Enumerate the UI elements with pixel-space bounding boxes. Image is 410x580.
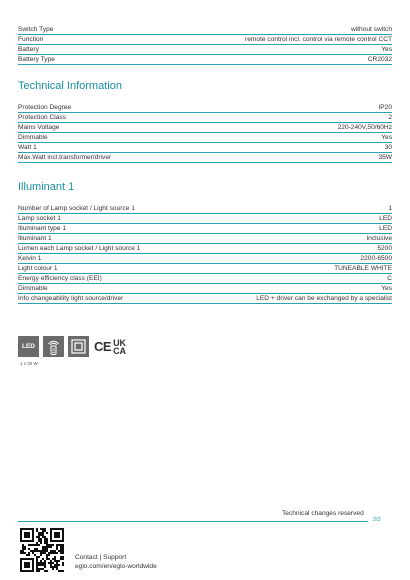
row-value: LED	[379, 214, 392, 222]
table-row	[18, 113, 392, 123]
row-value: 220-240V,50/60Hz	[337, 123, 392, 131]
double-square-glyph	[71, 339, 86, 354]
row-label: Light colour 1	[18, 264, 58, 272]
protection-class-2-icon	[68, 336, 89, 357]
table-row	[18, 123, 392, 133]
ukca-mark-icon	[113, 339, 126, 355]
row-value: Yes	[381, 45, 392, 53]
row-label: Protection Class	[18, 113, 67, 121]
row-value: 2	[388, 113, 392, 121]
row-value: Yes	[381, 133, 392, 141]
row-label: Illuminant 1	[18, 234, 52, 242]
contact-block	[75, 553, 157, 571]
ce-mark-icon: CE	[94, 339, 112, 354]
general-spec-table	[18, 25, 392, 65]
ukca-bottom: CA	[113, 345, 127, 356]
row-value: TUNEABLE WHITE	[334, 264, 392, 272]
row-value: LED + driver can be exchanged by a specialist	[256, 294, 392, 302]
website-link[interactable]: eglo.com/en/eglo-worldwide	[75, 563, 157, 570]
illuminant-heading: Illuminant 1	[18, 181, 75, 193]
row-label: Max.Watt incl.transformer/driver	[18, 153, 112, 161]
row-label: Lamp socket 1	[18, 214, 61, 222]
row-label: Info changeability light source/driver	[18, 294, 124, 302]
table-row	[18, 153, 392, 163]
table-row	[18, 244, 392, 254]
row-value: 1	[388, 204, 392, 212]
row-label: Kelvin 1	[18, 254, 42, 262]
row-label: Watt 1	[18, 143, 37, 151]
row-label: Battery	[18, 45, 39, 53]
row-label: Illuminant type 1	[18, 224, 67, 232]
row-value: 35W	[378, 153, 392, 161]
row-value: 2200-6500	[360, 254, 392, 262]
footer-divider	[18, 521, 368, 522]
row-value: 5200	[377, 244, 392, 252]
table-row	[18, 204, 392, 214]
remote-control-icon	[43, 336, 64, 357]
row-label: Protection Degree	[18, 103, 72, 111]
row-label: Energy efficiency class (EEI)	[18, 274, 102, 282]
ukca-top: UK	[113, 337, 127, 348]
technical-information-table	[18, 103, 392, 163]
row-value: 30	[384, 143, 392, 151]
table-row	[18, 103, 392, 113]
led-icon-label: LED	[22, 343, 35, 350]
row-value: LED	[379, 224, 392, 232]
row-label: Battery Type	[18, 55, 55, 63]
table-row	[18, 224, 392, 234]
row-label: Dimmable	[18, 284, 48, 292]
contact-support-link[interactable]: Contact | Support	[75, 554, 127, 561]
table-row	[18, 25, 392, 35]
page-number: 2/2	[373, 517, 381, 523]
table-row	[18, 45, 392, 55]
table-row	[18, 284, 392, 294]
row-label: Mains Voltage	[18, 123, 60, 131]
table-row	[18, 55, 392, 65]
table-row	[18, 254, 392, 264]
row-value: IP20	[378, 103, 392, 111]
row-value: without switch	[350, 25, 392, 33]
row-value: CR2032	[367, 55, 392, 63]
table-row	[18, 234, 392, 244]
table-row	[18, 214, 392, 224]
qr-code-icon[interactable]	[20, 528, 64, 572]
row-value: C	[387, 274, 392, 282]
remote-control-glyph	[46, 338, 61, 355]
row-value: remote control incl. control via remote control CCT	[245, 35, 392, 43]
row-label: Function	[18, 35, 44, 43]
illuminant-table	[18, 204, 392, 304]
table-row	[18, 264, 392, 274]
led-icon	[18, 336, 39, 357]
table-row	[18, 35, 392, 45]
row-value: Yes	[381, 284, 392, 292]
lamp-wattage-note: 1 x 30 W	[20, 361, 38, 366]
table-row	[18, 274, 392, 284]
technical-information-heading: Technical Information	[18, 80, 122, 92]
row-label: Lumen each Lamp socket / Light source 1	[18, 244, 141, 252]
row-label: Switch Type	[18, 25, 54, 33]
feature-icons-row	[18, 336, 126, 357]
table-row	[18, 133, 392, 143]
row-label: Number of Lamp socket / Light source 1	[18, 204, 135, 212]
technical-changes-note: Technical changes reserved	[282, 510, 364, 517]
table-row	[18, 294, 392, 304]
table-row	[18, 143, 392, 153]
row-value: Inclusive	[366, 234, 392, 242]
row-label: Dimmable	[18, 133, 48, 141]
